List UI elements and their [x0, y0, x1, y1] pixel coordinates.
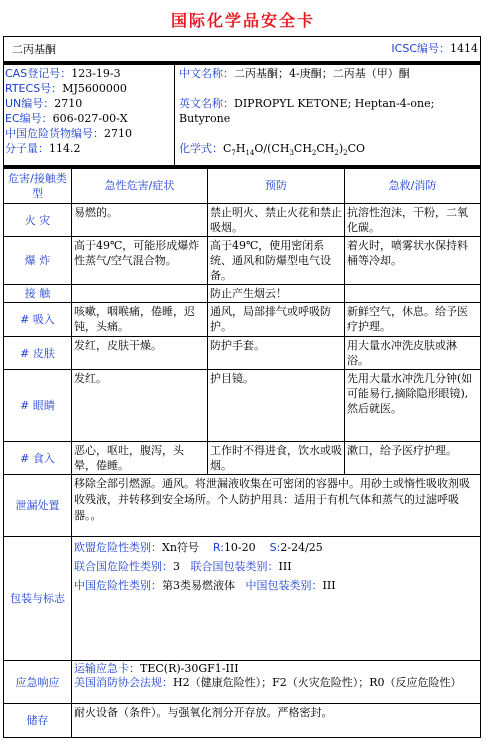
identifiers-section [4, 65, 480, 166]
hazard-row-inhalation [4, 303, 480, 337]
molecular-weight-value: 114.2 [49, 142, 81, 155]
cas-value: 123-19-3 [71, 67, 121, 80]
rtecs-label: RTECS号： [5, 82, 63, 95]
hazard-row-skin [4, 337, 480, 370]
exposure-symptom [71, 285, 207, 302]
exposure-prevention: 防止产生烟云！ [207, 285, 344, 302]
spill-text: 移除全部引燃源。通风。将泄漏液收集在可密闭的容器中。用砂土或惰性吸收剂吸收残液，并转移到安全场所。个人防护用具：适用于有机气体和蒸气的过滤呼吸器。。 [71, 475, 480, 536]
cas-label: CAS登记号： [5, 67, 72, 80]
explosion-prevention: 高于49℃，使用密闭系统、通风和防爆型电气设备。 [207, 237, 344, 284]
emergency-content [71, 661, 480, 703]
ingestion-prevention: 工作时不得进食，饮水或吸烟。 [207, 442, 344, 474]
molecular-weight-label: 分子量： [5, 142, 49, 155]
card-title: 国际化学品安全卡 [170, 11, 315, 30]
chemical-name: 二丙基酮 [12, 43, 56, 56]
icsc-number [370, 41, 478, 61]
exposure-first-aid [344, 285, 480, 302]
spill-label: 泄漏处置 [15, 499, 60, 512]
s-phrase-value: 2-24/25 [280, 541, 323, 554]
eyes-prevention: 护目镜。 [207, 370, 344, 441]
chinese-name-label: 中文名称： [179, 67, 234, 80]
hazard-row-ingestion [4, 442, 480, 475]
r-phrase-label: R: [212, 541, 224, 554]
un-value: 2710 [54, 97, 83, 110]
hazard-row-explosion [4, 237, 480, 285]
hazard-row-eyes [4, 370, 480, 442]
r-phrase-value: 10-20 [223, 541, 256, 554]
s-phrase-label: S: [269, 541, 281, 554]
rtecs-value: MJ5600000 [62, 82, 127, 95]
nfpa-value: H2（健康危险性）；F2（火灾危险性）；R0（反应危险性） [173, 676, 462, 689]
fire-first-aid: 抗溶性泡沫，干粉，二氧化碳。 [344, 204, 480, 236]
un-class-value: 3 [173, 560, 180, 573]
english-name-value: DIPROPYL KETONE; Heptan-4-one; Butyrone [179, 97, 435, 125]
fire-symptom: 易燃的。 [71, 204, 207, 236]
cn-pack-value: III [322, 579, 336, 592]
cn-pack-label: 中国包装类别： [245, 579, 323, 592]
storage-text: 耐火设备（条件）。与强氧化剂分开存放。严格密封。 [71, 704, 480, 737]
cn-dangerous-goods-label: 中国危险货物编号： [5, 127, 104, 140]
emergency-section [4, 661, 480, 704]
row-type-exposure: 接 触 [24, 287, 51, 300]
spill-section [4, 475, 480, 537]
chinese-name-value: 二丙基酮；4-庚酮；二丙基（甲）酮 [234, 67, 410, 80]
hazard-table-header [4, 169, 480, 204]
identifiers-left [4, 65, 174, 165]
un-pack-label: 联合国包装类别： [190, 560, 279, 573]
packaging-content [71, 537, 480, 660]
icsc-value: 1414 [450, 42, 478, 55]
safety-card [3, 36, 481, 738]
col-header-first-aid: 急救/消防 [344, 169, 480, 203]
ingestion-symptom: 恶心，呕吐，腹泻，头晕，倦睡。 [71, 442, 207, 474]
packaging-section [4, 537, 480, 661]
row-type-eyes: # 眼睛 [20, 399, 55, 412]
hazard-row-exposure [4, 285, 480, 303]
inhalation-first-aid: 新鲜空气，休息。给予医疗护理。 [344, 303, 480, 336]
nfpa-label: 美国消防协会法规： [74, 676, 173, 689]
cn-class-label: 中国危险性类别： [74, 579, 162, 592]
formula-label: 化学式： [179, 142, 223, 155]
inhalation-prevention: 通风，局部排气或呼吸防护。 [207, 303, 344, 336]
row-type-inhalation: # 吸入 [20, 313, 55, 326]
cn-class-value: 第3类易燃液体 [162, 579, 235, 592]
explosion-first-aid: 着火时，喷雾状水保持料桶等冷却。 [344, 237, 480, 284]
row-type-explosion: 爆 炸 [24, 254, 51, 267]
eyes-symptom: 发红。 [71, 370, 207, 441]
un-label: UN编号： [5, 97, 55, 110]
ec-label: EC编号： [5, 112, 53, 125]
emergency-card-label: 运输应急卡： [74, 662, 140, 675]
un-class-label: 联合国危险性类别： [74, 560, 173, 573]
explosion-symptom: 高于49℃，可能形成爆炸性蒸气/空气混合物。 [71, 237, 207, 284]
emergency-label: 应急响应 [15, 675, 60, 689]
row-type-skin: # 皮肤 [20, 346, 55, 360]
un-pack-value: III [278, 560, 292, 573]
english-name-label: 英文名称： [179, 97, 234, 110]
inhalation-symptom: 咳嗽，咽喉痛，倦睡，迟钝，头痛。 [71, 303, 207, 336]
storage-section [4, 704, 480, 737]
skin-first-aid: 用大量水冲洗皮肤或淋浴。 [344, 337, 480, 369]
card-header-row [4, 37, 480, 62]
eyes-first-aid: 先用大量水冲洗几分钟(如可能易行,摘除隐形眼镜),然后就医。 [344, 370, 480, 441]
hazard-row-fire [4, 204, 480, 237]
ec-value: 606-027-00-X [52, 112, 128, 125]
cn-dangerous-goods-value: 2710 [104, 127, 132, 140]
eu-class-label: 欧盟危险性类别： [74, 541, 162, 554]
skin-prevention: 防护手套。 [207, 337, 344, 369]
row-type-ingestion: # 食入 [20, 451, 55, 465]
emergency-card-value: TEC(R)-30GF1-III [140, 662, 239, 675]
col-header-prevention: 预防 [207, 169, 344, 203]
packaging-label: 包装与标志 [10, 592, 65, 605]
ingestion-first-aid: 漱口，给予医疗护理。 [344, 442, 480, 474]
fire-prevention: 禁止明火、禁止火花和禁止吸烟。 [207, 204, 344, 236]
icsc-label: ICSC编号： [391, 42, 450, 55]
col-header-type: 危害/接触类型 [8, 172, 67, 200]
identifiers-right [174, 65, 480, 165]
storage-label: 储存 [26, 714, 49, 727]
row-type-fire: 火 灾 [24, 213, 51, 227]
skin-symptom: 发红，皮肤干燥。 [71, 337, 207, 369]
formula: 化学式：$C_7H_{14}O/(CH_3CH_2CH_2)_2CO$ [179, 142, 366, 158]
eu-class-value: Xn符号 [162, 541, 199, 554]
col-header-symptoms: 急性危害/症状 [71, 169, 207, 203]
